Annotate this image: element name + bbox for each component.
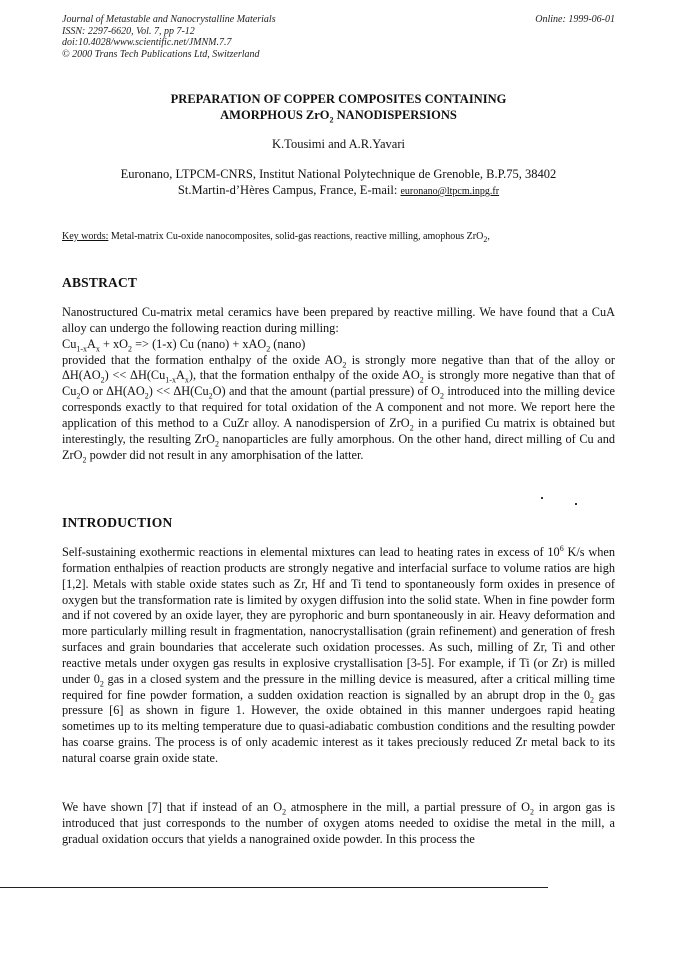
title-line-1: PREPARATION OF COPPER COMPOSITES CONTAINING <box>170 92 507 106</box>
reaction-equation: $Cu_{1-x}A_x + xO_2 => (1-x)$ Cu (nano) + xAO$_2$ (nano) <box>62 336 306 354</box>
author-list: K.Tousimi and A.R.Yavari <box>272 137 405 151</box>
journal-name: Journal of Metastable and Nanocrystalline Materials <box>62 14 276 25</box>
affiliation-line-2: St.Martin-d’Hères Campus, France, E-mail: euronano@ltpcm.inpg.fr <box>177 183 500 197</box>
abstract-heading: ABSTRACT <box>62 275 138 290</box>
keywords-text: Metal-matrix Cu-oxide nanocomposites, solid-gas reactions, reactive milling, amophous ZrO <box>108 231 484 242</box>
keywords: Key words: Metal-matrix Cu-oxide nanocomposites, solid-gas reactions, reactive milling, amophous ZrO$_2$, <box>62 231 490 244</box>
keywords-label: Key words: <box>62 231 109 242</box>
speck-mark <box>575 503 577 505</box>
title-line-2: AMORPHOUS ZrO$_2$ NANODISPERSIONS <box>220 108 457 125</box>
copyright-line: © 2000 Trans Tech Publications Ltd, Switzerland <box>62 48 260 60</box>
introduction-paragraph-2: We have shown [7] that if instead of an $O_2$ atmosphere in the mill, a partial pressure of $O_2$ in argon gas is introduced that just corresponds to the number of oxygen atoms needed to oxidise the metal in the mill, a gradual oxidation occurs that yields a nanograined oxide powder. In this process the <box>62 800 615 846</box>
introduction-paragraph-1: Self-sustaining exothermic reactions in elemental mixtures can lead to heating rates in excess of $10^6$ K/s when formation enthalpies of reaction products are strongly negative and interfacial surface to volume ratios are high [1,2]. Metals with stable oxide states such as Zr, Hf and Ti tend to spontaneously form oxides in presence of oxygen but the transformation rate is limited by oxygen diffusion into the solid state. When in fine powder form and if not covered by an oxide layer, they are pyrophoric and burn spontaneously in air. Heavy deformation and more particularly milling result in fragmentation, nanocrystallisation (grain refinement) and generation of fresh surfaces and grain boundaries that accelerate such oxidation processes. As such, milling of Zr, Ti and other reactive metals under oxygen gas results in explosive crystallisation [3-5]. For example, if Ti (or Zr) is milled under $0_2$ gas in a closed system and the pressure in the milling device is measured, after a critical milling time required for fine powder formation, a sudden oxidation reaction is signalled by an abrupt drop in the $0_2$ gas pressure [6] as shown in figure 1. However, the oxide obtained in this manner undergoes rapid heating sometimes up to its melting temperature due to quasi-adiabatic combustion conditions and the resulting powder has coarse grains. The process is of only academic interest as it takes preciously reduced Zr metal back to its natural coarse grain oxide state. <box>62 543 616 765</box>
introduction-heading: INTRODUCTION <box>62 515 173 530</box>
online-date: Online: 1999-06-01 <box>535 14 615 25</box>
paper-title <box>62 91 615 123</box>
footer-rule <box>0 887 548 888</box>
journal-header <box>62 14 615 60</box>
abstract-intro: Nanostructured Cu-matrix metal ceramics have been prepared by reactive milling. We have found that a CuA alloy can undergo the following reaction during milling: <box>62 305 615 335</box>
abstract-body <box>62 305 615 463</box>
affiliation-line-1: Euronano, LTPCM-CNRS, Institut National Polytechnique de Grenoble, B.P.75, 38402 <box>120 167 557 181</box>
issn-line: ISSN: 2297-6620, Vol. 7, pp 7-12 <box>62 25 195 37</box>
speck-mark <box>541 497 543 499</box>
email-link[interactable]: euronano@ltpcm.inpg.fr <box>400 186 500 197</box>
affiliation <box>62 166 615 200</box>
abstract-conditions: provided that the formation enthalpy of the oxide $AO_2$ is strongly more negative than that of the alloy or $\Delta H(AO_2) << \Delta H(Cu_{1-x}A_x)$, that the formation enthalpy of the oxide $AO_2$ is strongly more negative than that of $Cu_2O$ or $\Delta H(AO_2) << \Delta H(Cu_2O)$ and that the amount (partial pressure) of $O_2$ introduced into the milling device corresponds exactly to that required for total oxidation of the A component and not more. We report here the application of this method to a CuZr alloy. A nanodispersion of ZrO$_2$ in a purified Cu matrix is obtained but interestingly, the resulting ZrO$_2$ nanoparticles are fully amorphous. On the other hand, direct milling of Cu and ZrO$_2$ powder did not result in any amorphisation of the latter. <box>62 352 615 465</box>
doi-line: doi:10.4028/www.scientific.net/JMNM.7.7 <box>62 37 232 48</box>
